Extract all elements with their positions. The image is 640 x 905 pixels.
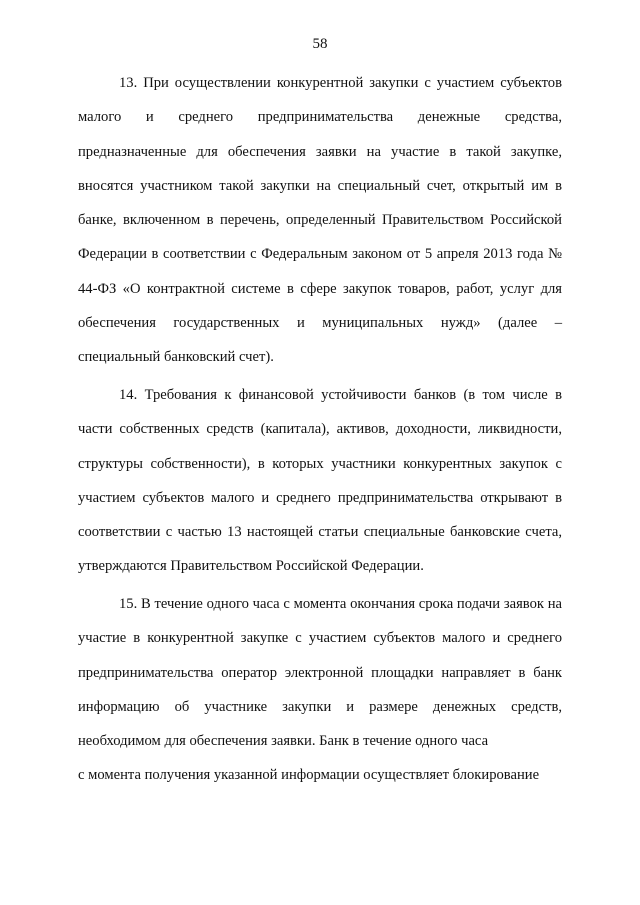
page-number: 58 — [312, 36, 328, 52]
paragraph-text: 13. При осуществлении конкурентной закупки с участием субъектов малого и среднего предпринимательства денежные средства, предназначенные для обеспечения заявки на участие в такой закупке, вносятся участником такой закупки на специальный счет, открытый им в банке, включенном в перечень, определенный Правительством Российской Федерации в соответствии с Федеральным законом от 5 апреля 2013 года № 44-ФЗ «О контрактной системе в сфере закупок товаров, работ, услуг для обеспечения государственных и муниципальных нужд» (далее – специальный банковский счет). — [78, 75, 562, 366]
paragraph-text: 15. В течение одного часа с момента окончания срока подачи заявок на участие в конкурентной закупке с участием субъектов малого и среднего предпринимательства оператор электронной площадки направляет в банк информацию об участнике закупки и размере денежных средств, необходимом для обеспечения заявки. Банк в течение одного часа — [78, 596, 562, 750]
paragraph-13 — [78, 66, 562, 375]
paragraph-14 — [78, 378, 562, 584]
paragraph-text-continued: с момента получения указанной информации осуществляет блокирование — [78, 767, 540, 784]
paragraph-text: 14. Требования к финансовой устойчивости банков (в том числе в части собственных средств (капитала), активов, доходности, ликвидности, структуры собственности), в которых участники конкурентных закупок с участием субъектов малого и среднего предпринимательства открывают в соответствии с частью 13 настоящей статьи специальные банковские счета, утверждаются Правительством Российской Федерации. — [78, 387, 562, 575]
paragraph-15 — [78, 587, 562, 793]
